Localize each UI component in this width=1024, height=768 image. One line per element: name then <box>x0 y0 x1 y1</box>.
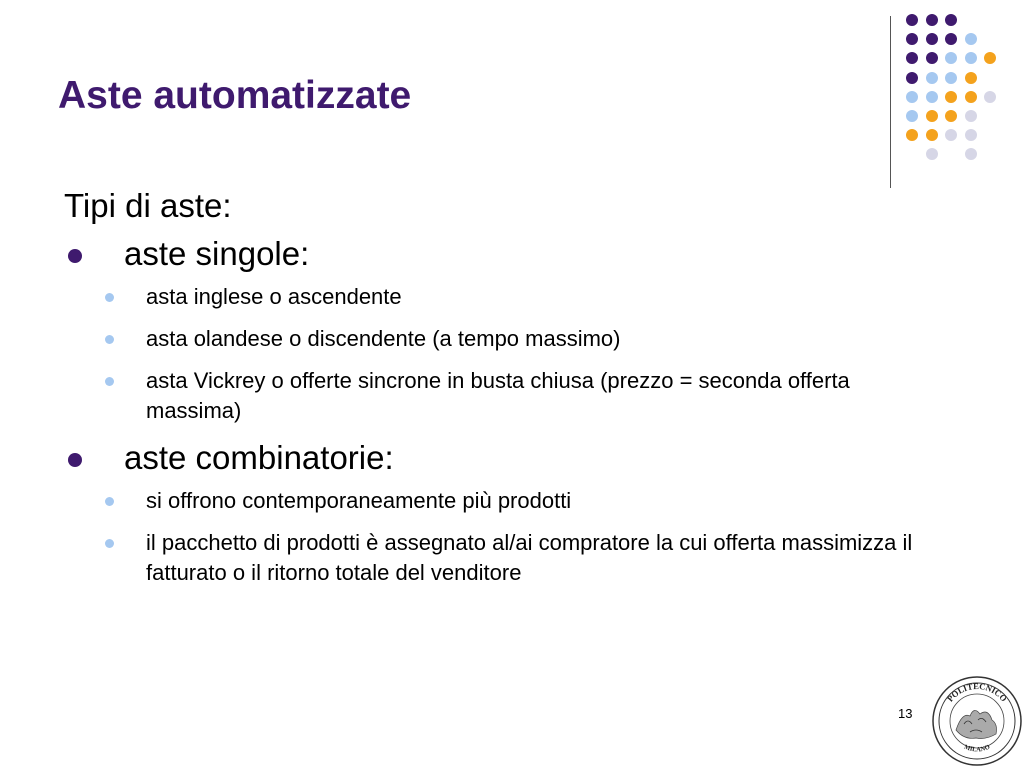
list-item-text: si offrono contemporaneamente più prodotti <box>146 488 572 513</box>
decorative-dot <box>906 72 918 84</box>
decorative-dot <box>984 52 996 64</box>
list-item <box>64 486 964 516</box>
sublist-singole <box>64 282 984 426</box>
decorative-dot <box>906 52 918 64</box>
decorative-dot <box>965 72 977 84</box>
decorative-dot <box>945 129 957 141</box>
decorative-dot <box>906 129 918 141</box>
seal-top-text: POLITECNICO <box>944 680 1010 704</box>
decorative-dot <box>926 148 938 160</box>
decorative-dot <box>926 33 938 45</box>
decorative-dot <box>945 52 957 64</box>
list-item-text: asta inglese o ascendente <box>146 284 402 309</box>
bullet-dot-icon <box>105 293 114 302</box>
decorative-dot <box>926 91 938 103</box>
list-item-text: il pacchetto di prodotti è assegnato al/ai compratore la cui offerta massimizza il fatturato o il ritorno totale del venditore <box>146 530 913 585</box>
section-label: aste combinatorie: <box>124 439 394 476</box>
decorative-dot <box>945 14 957 26</box>
decorative-dot <box>926 52 938 64</box>
list-item <box>64 528 964 588</box>
list-item-text: asta Vickrey o offerte sincrone in busta chiusa (prezzo = seconda offerta massima) <box>146 368 850 423</box>
decorative-dot <box>926 14 938 26</box>
decorative-dot <box>945 72 957 84</box>
decorative-dot <box>906 91 918 103</box>
bullet-dot-icon <box>105 377 114 386</box>
decorative-dot <box>965 91 977 103</box>
section-singole <box>64 234 984 274</box>
decorative-dot <box>945 110 957 122</box>
bullet-dot-icon <box>105 539 114 548</box>
decorative-dot <box>965 129 977 141</box>
list-item <box>64 282 964 312</box>
seal-bottom-text: MILANO <box>962 743 992 754</box>
sublist-combinatorie <box>64 486 984 588</box>
decorative-dot <box>945 91 957 103</box>
decorative-dot <box>945 33 957 45</box>
decorative-dot <box>906 110 918 122</box>
decorative-dot <box>965 110 977 122</box>
list-item <box>64 366 854 426</box>
decorative-dot <box>906 33 918 45</box>
section-combinatorie <box>64 438 984 478</box>
politecnico-seal-logo <box>930 674 1024 768</box>
decorative-dot-grid <box>906 14 1016 164</box>
page-number: 13 <box>898 706 913 721</box>
bullet-dot-icon <box>105 335 114 344</box>
decorative-dot <box>926 129 938 141</box>
bullet-dot-icon <box>105 497 114 506</box>
slide-title: Aste automatizzate <box>58 74 412 117</box>
decorative-dot <box>965 148 977 160</box>
list-item <box>64 324 964 354</box>
vertical-divider <box>890 16 891 188</box>
section-label: aste singole: <box>124 235 310 272</box>
list-item-text: asta olandese o discendente (a tempo massimo) <box>146 326 621 351</box>
intro-text: Tipi di aste: <box>64 187 232 224</box>
slide-body <box>64 186 984 600</box>
decorative-dot <box>984 91 996 103</box>
decorative-dot <box>926 72 938 84</box>
bullet-dot-icon <box>68 453 82 467</box>
decorative-dot <box>906 14 918 26</box>
decorative-dot <box>965 52 977 64</box>
bullet-dot-icon <box>68 249 82 263</box>
decorative-dot <box>926 110 938 122</box>
decorative-dot <box>965 33 977 45</box>
